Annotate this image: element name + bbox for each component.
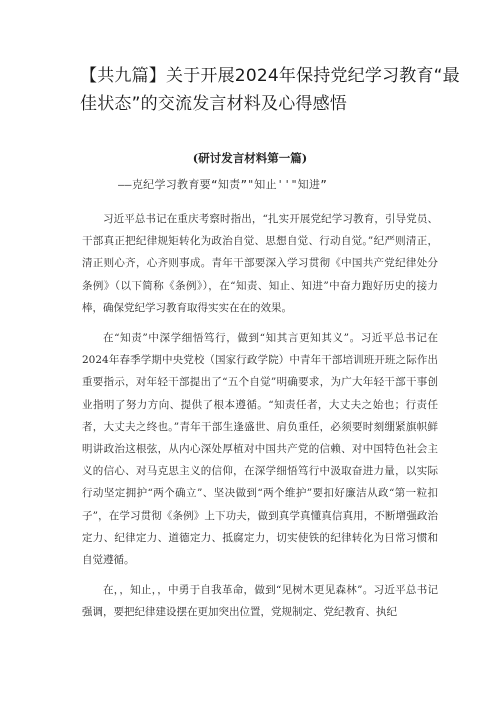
tagline: ——克纪学习教育要“知责”"知止''"知进” <box>118 178 328 191</box>
document-body <box>82 208 438 632</box>
section-heading: (研讨发言材料第一篇) <box>192 151 308 165</box>
paragraph: 在“知责”中深学细悟笃行，做到“知其言更知其义”。习近平总书记在2024年春季学期中央党校（国家行政学院）中青年干部培训班开班之际作出重要指示，对年轻干部提出了“五个自觉”明确要求，为广大年轻干部干事创业指明了努力方向、提供了根本遵循。“知责任者，大丈夫之始也；行责任者，大丈夫之终也。”青年干部生逢盛世、肩负重任，必须要时刻绷紧旗帜鲜明讲政治这根弦，从内心深处厚植对中国共产党的信赖、对中国特色社会主义的信心、对马克思主义的信仰，在深学细悟笃行中汲取奋进力量，以实际行动坚定拥护“两个确立”、坚决做到“两个维护”要扣好廉洁从政“第一粒扣子”，在学习贯彻《条例》上下功夫，做到真学真懂真信真用，不断增强政治定力、纪律定力、道德定力、抵腐定力，切实使铁的纪律转化为日常习惯和自觉遵循。 <box>82 332 438 567</box>
document-title: 【共九篇】关于开展2024年保持党纪学习教育“最佳状态”的交流发言材料及心得感悟 <box>80 66 460 114</box>
paragraph: 在，，知止，，中勇于自我革命，做到“见树木更见森林”。习近平总书记强调，要把纪律建设摆在更加突出位置，党规制定、党纪教育、执纪 <box>82 584 438 619</box>
paragraph: 习近平总书记在重庆考察时指出，“扎实开展党纪学习教育，引导党员、干部真正把纪律规矩转化为政治自觉、思想自觉、行动自觉。”纪严则清正，清正则心齐，心齐则事成。青年干部要深入学习贯彻《中国共产党纪律处分条例》（以下简称《条例》），在“知责、知止、知进”中奋力跑好历史的接力棒，确保党纪学习教育取得实实在在的效果。 <box>82 213 438 314</box>
